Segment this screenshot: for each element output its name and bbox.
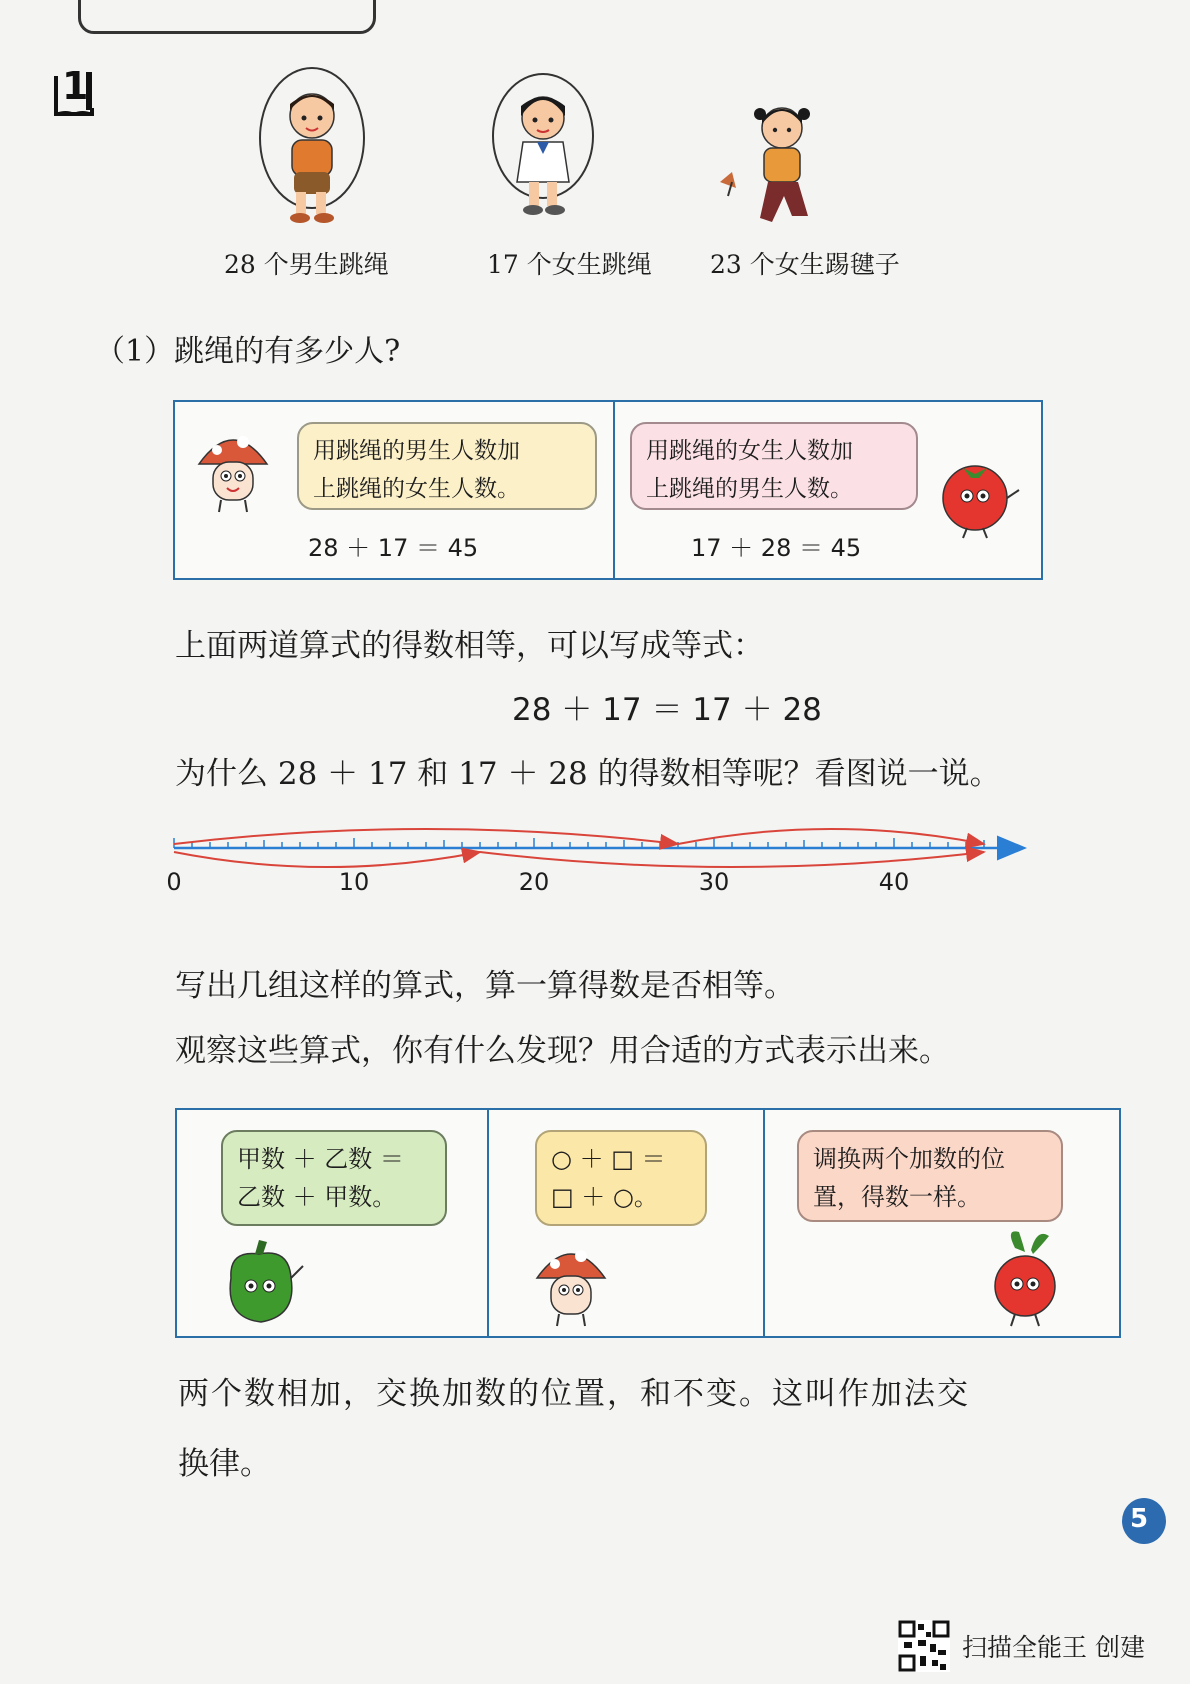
panel-divider [763, 1110, 765, 1336]
text-line-4: 观察这些算式，你有什么发现？用合适的方式表示出来。 [175, 1033, 950, 1069]
bubble-line: ○ ＋ □ ＝ [551, 1145, 666, 1173]
girl-shuttlecock-icon [712, 98, 842, 238]
page-number: 5 [1130, 1504, 1149, 1534]
speech-bubble-bm [535, 1130, 707, 1226]
bubble-line: 甲数 ＋ 乙数 ＝ [237, 1145, 404, 1173]
number-line-label: 20 [518, 868, 550, 896]
bubble-line: 上跳绳的男生人数。 [646, 476, 853, 502]
tomato-icon [933, 452, 1023, 540]
speech-bubble-br [797, 1130, 1063, 1222]
number-line-label: 30 [698, 868, 730, 896]
jump-arrow-top [174, 829, 678, 844]
radish-icon [985, 1228, 1065, 1332]
panel-divider [613, 402, 615, 578]
text-line-2: 为什么 28 ＋ 17 和 17 ＋ 28 的得数相等呢？看图说一说。 [175, 756, 1001, 792]
watermark-text: 扫描全能王 创建 [962, 1633, 1145, 1662]
speech-bubble-bl [221, 1130, 447, 1226]
bubble-line: 上跳绳的女生人数。 [313, 476, 520, 502]
jump-arrow-bottom [174, 852, 480, 867]
conclusion-line-1: 两个数相加，交换加数的位置，和不变。这叫作加法交 [178, 1376, 970, 1412]
bubble-line: 用跳绳的男生人数加 [313, 438, 520, 464]
equation-left: 28 ＋ 17 ＝ 45 [308, 534, 479, 562]
speech-bubble-right [630, 422, 918, 510]
speech-bubble-left [297, 422, 597, 510]
bubble-line: 置，得数一样。 [813, 1183, 981, 1211]
question-1: （1）跳绳的有多少人? [95, 334, 401, 369]
caption-girls-rope: 17 个女生跳绳 [487, 250, 652, 279]
number-line [160, 820, 1100, 920]
mushroom-icon [531, 1238, 611, 1328]
section-tab [78, 0, 376, 34]
jump-arrow-top [678, 829, 984, 844]
example-number: 1 [62, 64, 89, 108]
bubble-line: 乙数 ＋ 甲数。 [237, 1183, 397, 1211]
caption-girls-shuttlecock: 23 个女生踢毽子 [710, 250, 900, 279]
bubble-line: 用跳绳的女生人数加 [646, 438, 853, 464]
panel-divider [487, 1110, 489, 1336]
main-equation: 28 ＋ 17 ＝ 17 ＋ 28 [512, 692, 822, 728]
page-number-badge [1122, 1498, 1166, 1544]
caption-boys-rope: 28 个男生跳绳 [224, 250, 389, 279]
number-line-label: 40 [878, 868, 910, 896]
qr-code-icon [898, 1620, 950, 1672]
bubble-line: □ ＋ ○。 [551, 1183, 658, 1211]
girl-jump-rope-icon [483, 70, 613, 235]
jump-arrow-bottom [480, 852, 984, 867]
text-line-1: 上面两道算式的得数相等，可以写成等式： [175, 628, 764, 664]
example-badge [52, 66, 94, 116]
number-line-label: 10 [338, 868, 370, 896]
conclusion-line-2: 换律。 [178, 1446, 271, 1482]
dialogue-panel-top [173, 400, 1043, 580]
text-line-3: 写出几组这样的算式，算一算得数是否相等。 [175, 968, 795, 1004]
dialogue-panel-bottom [175, 1108, 1121, 1338]
equation-right: 17 ＋ 28 ＝ 45 [691, 534, 862, 562]
bubble-line: 调换两个加数的位 [813, 1145, 1005, 1173]
mushroom-icon [193, 424, 273, 514]
pepper-icon [219, 1238, 309, 1330]
boy-jump-rope-icon [250, 66, 380, 236]
number-line-label: 0 [166, 868, 182, 896]
